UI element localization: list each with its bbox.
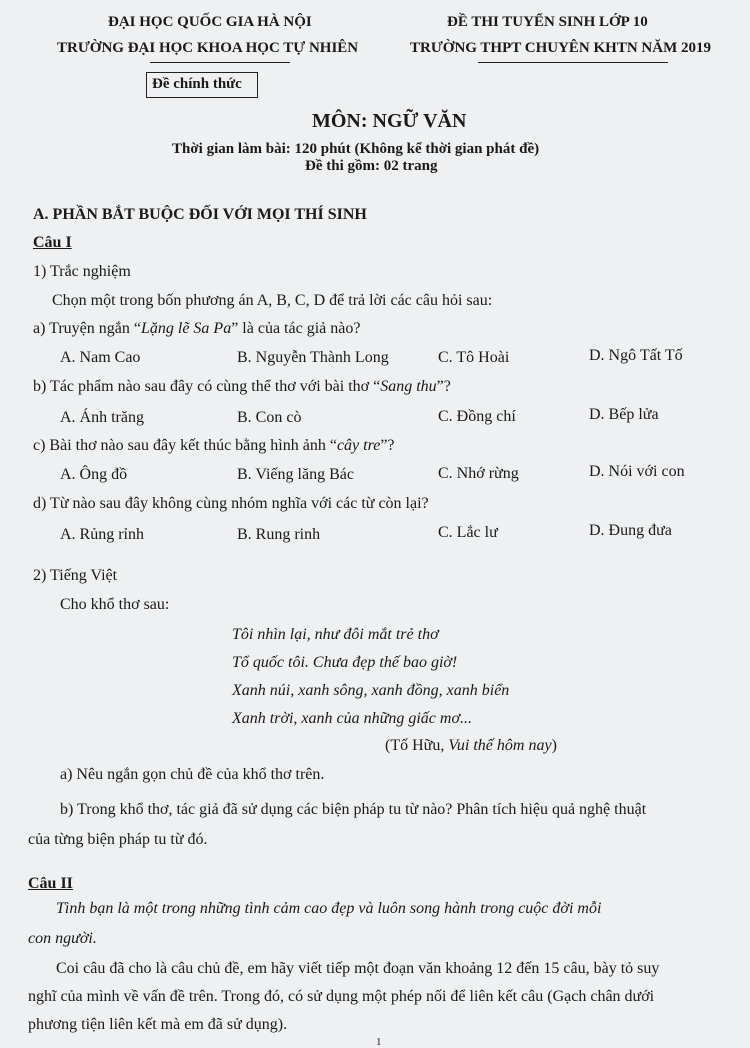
- question-a-pre: a) Truyện ngắn “: [33, 320, 141, 337]
- poem-line-2: Tổ quốc tôi. Chưa đẹp thế bao giờ!: [232, 654, 458, 671]
- school-year: TRƯỜNG THPT CHUYÊN KHTN NĂM 2019: [410, 40, 711, 56]
- question-c: [33, 437, 395, 455]
- faculty-name: TRƯỜNG ĐẠI HỌC KHOA HỌC TỰ NHIÊN: [57, 40, 359, 56]
- poem-line-3: Xanh núi, xanh sông, xanh đồng, xanh biển: [232, 682, 510, 699]
- question-b-title: Sang thu: [380, 378, 437, 395]
- option-c-D: D. Nói với con: [589, 463, 685, 480]
- option-d-A: A. Rủng rỉnh: [60, 526, 144, 543]
- question-2-task-line-1: Coi câu đã cho là câu chủ đề, em hãy viết tiếp một đoạn văn khoảng 12 đến 15 câu, bày tỏ suy: [56, 960, 660, 977]
- question-1-heading: Câu I: [33, 234, 72, 251]
- question-2-task-line-2: nghĩ của mình về vấn đề trên. Trong đó, có sử dụng một phép nối để liên kết câu (Gạch chân dưới: [28, 988, 655, 1005]
- poem-source-author: (Tố Hữu,: [385, 737, 449, 754]
- question-2-quote-line-2: con người.: [28, 930, 97, 947]
- part1-label: 1) Trắc nghiệm: [33, 263, 131, 280]
- question-2-heading: Câu II: [28, 875, 73, 892]
- task-b-line-2: của từng biện pháp tu từ đó.: [28, 831, 208, 848]
- question-b: [33, 378, 451, 396]
- question-c-post: ”?: [380, 437, 395, 454]
- poem-line-1: Tôi nhìn lại, như đôi mắt trẻ thơ: [232, 626, 439, 643]
- question-a-title: Lặng lẽ Sa Pa: [140, 320, 232, 337]
- option-b-A: A. Ánh trăng: [60, 409, 144, 426]
- question-a-post: ” là của tác giả nào?: [231, 320, 361, 337]
- header-left-underline: [150, 62, 290, 63]
- option-a-D: D. Ngô Tất Tố: [589, 347, 683, 364]
- question-d: d) Từ nào sau đây không cùng nhóm nghĩa với các từ còn lại?: [33, 495, 429, 512]
- question-c-pre: c) Bài thơ nào sau đây kết thúc bằng hình ảnh “: [33, 437, 337, 454]
- option-b-B: B. Con cò: [237, 409, 302, 426]
- part2-intro: Cho khổ thơ sau:: [60, 596, 170, 613]
- exam-time: Thời gian làm bài: 120 phút (Không kể thời gian phát đề): [172, 141, 540, 157]
- poem-line-4: Xanh trời, xanh của những giấc mơ...: [232, 710, 472, 727]
- subject-title: MÔN: NGỮ VĂN: [312, 110, 467, 132]
- exam-name: ĐỀ THI TUYỂN SINH LỚP 10: [447, 14, 648, 30]
- question-a: [33, 320, 360, 338]
- header-right-underline: [478, 62, 668, 63]
- part2-label: 2) Tiếng Việt: [33, 567, 118, 584]
- option-d-C: C. Lắc lư: [438, 524, 498, 541]
- option-a-C: C. Tô Hoài: [438, 349, 510, 366]
- option-b-C: C. Đồng chí: [438, 408, 516, 425]
- option-c-C: C. Nhớ rừng: [438, 465, 519, 482]
- option-d-B: B. Rung rinh: [237, 526, 321, 543]
- question-2-quote-line-1: Tình bạn là một trong những tình cảm cao đẹp và luôn song hành trong cuộc đời mỗi: [56, 900, 602, 917]
- poem-source-title: Vui thế hôm nay: [448, 737, 552, 754]
- poem-source: [385, 737, 557, 755]
- option-c-A: A. Ông đồ: [60, 466, 128, 483]
- university-name: ĐẠI HỌC QUỐC GIA HÀ NỘI: [108, 14, 312, 30]
- exam-pages: Đề thi gồm: 02 trang: [305, 158, 438, 174]
- option-a-A: A. Nam Cao: [60, 349, 141, 366]
- option-a-B: B. Nguyễn Thành Long: [237, 349, 389, 366]
- option-b-D: D. Bếp lửa: [589, 406, 659, 423]
- task-a: a) Nêu ngắn gọn chủ đề của khổ thơ trên.: [60, 766, 325, 783]
- official-label: Đề chính thức: [152, 76, 242, 92]
- option-c-B: B. Viếng lăng Bác: [237, 466, 354, 483]
- page-number: 1: [376, 1036, 382, 1048]
- question-2-task-line-3: phương tiện liên kết mà em đã sử dụng).: [28, 1016, 288, 1033]
- question-c-title: cây tre: [336, 437, 381, 454]
- task-b-line-1: b) Trong khổ thơ, tác giả đã sử dụng các biện pháp tu từ nào? Phân tích hiệu quả nghệ thuật: [60, 801, 647, 818]
- section-a-heading: A. PHẦN BẮT BUỘC ĐỐI VỚI MỌI THÍ SINH: [33, 206, 367, 223]
- part1-intro: Chọn một trong bốn phương án A, B, C, D để trả lời các câu hỏi sau:: [52, 292, 493, 309]
- question-b-post: ”?: [436, 378, 451, 395]
- question-b-pre: b) Tác phẩm nào sau đây có cùng thể thơ với bài thơ “: [33, 378, 381, 395]
- poem-source-close: ): [551, 737, 557, 754]
- option-d-D: D. Đung đưa: [589, 522, 672, 539]
